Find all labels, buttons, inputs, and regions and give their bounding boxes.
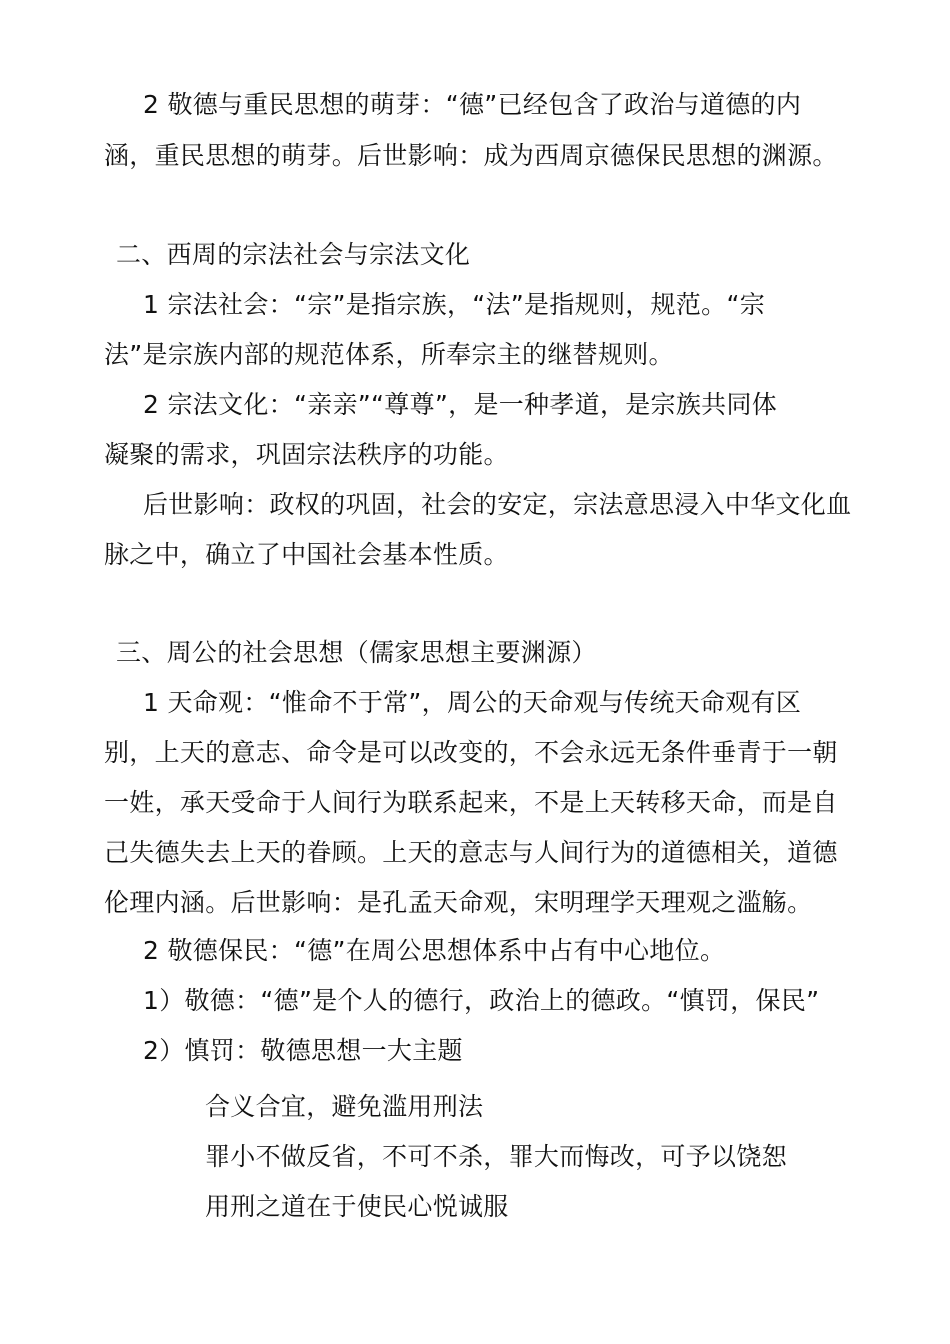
s1-item2-line2: 涵，重民思想的萌芽。后世影响：成为西周京德保民思想的渊源。 (104, 141, 838, 170)
s2-item2-line2: 凝聚的需求，巩固宗法秩序的功能。 (104, 440, 509, 469)
s3-item2-sub1: 1）敬德：“德”是个人的德行，政治上的德政。“慎罚，保民” (143, 986, 820, 1015)
s3-item1-line2: 别，上天的意志、命令是可以改变的，不会永远无条件垂青于一朝 (104, 738, 838, 767)
s3-item2: 2 敬德保民：“德”在周公思想体系中占有中心地位。 (143, 936, 726, 965)
section-heading-3: 三、周公的社会思想（儒家思想主要渊源） (116, 638, 597, 667)
s2-influence-line1: 后世影响：政权的巩固，社会的安定，宗法意思浸入中华文化血 (143, 490, 852, 519)
s3-item2-sub2: 2）慎罚：敬德思想一大主题 (143, 1036, 463, 1065)
s3-item1-line4: 己失德失去上天的眷顾。上天的意志与人间行为的道德相关，道德 (104, 838, 838, 867)
s3-item1-line3: 一姓，承天受命于人间行为联系起来，不是上天转移天命，而是自 (104, 788, 838, 817)
s3-item1-line1: 1 天命观：“惟命不于常”，周公的天命观与传统天命观有区 (143, 688, 802, 717)
s1-item2-line1: 2 敬德与重民思想的萌芽：“德”已经包含了政治与道德的内 (143, 90, 802, 119)
section-heading-2: 二、西周的宗法社会与宗法文化 (116, 240, 471, 269)
s3-item2-sub2-point: 罪小不做反省，不可不杀，罪大而悔改，可予以饶恕 (205, 1142, 787, 1171)
s3-item2-sub2-point: 用刑之道在于使民心悦诚服 (205, 1192, 509, 1221)
s2-item1-line1: 1 宗法社会：“宗”是指宗族，“法”是指规则，规范。“宗 (143, 290, 766, 319)
s2-item2-line1: 2 宗法文化：“亲亲”“尊尊”，是一种孝道，是宗族共同体 (143, 390, 778, 419)
s2-influence-line2: 脉之中，确立了中国社会基本性质。 (104, 540, 509, 569)
s2-item1-line2: 法”是宗族内部的规范体系，所奉宗主的继替规则。 (104, 340, 674, 369)
s3-item1-line5: 伦理内涵。后世影响：是孔孟天命观，宋明理学天理观之滥觞。 (104, 888, 813, 917)
s3-item2-sub2-point: 合义合宜，避免滥用刑法 (205, 1092, 484, 1121)
